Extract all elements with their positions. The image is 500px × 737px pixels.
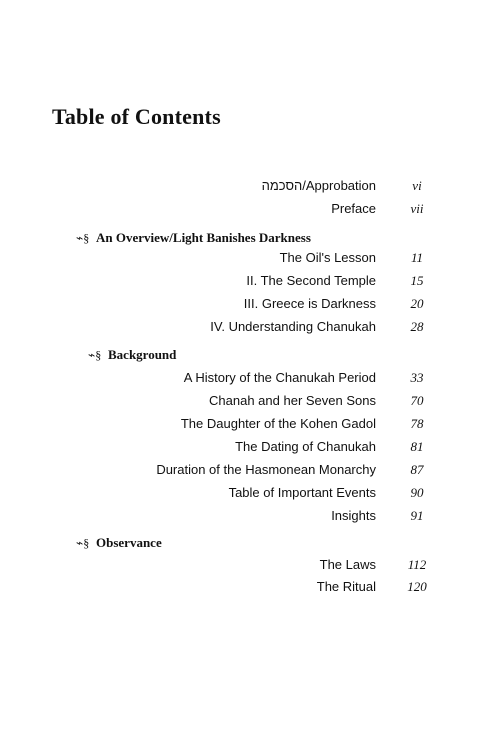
toc-entry[interactable] (0, 271, 500, 291)
page-number: 90 (410, 485, 424, 500)
toc-entry[interactable] (0, 577, 500, 597)
toc-entry[interactable] (0, 555, 500, 575)
toc-entry[interactable] (0, 506, 500, 526)
page-number: 33 (410, 370, 424, 385)
toc-entry[interactable] (0, 460, 500, 480)
entry-label: The Daughter of the Kohen Gadol (180, 416, 376, 431)
toc-entry[interactable] (0, 483, 500, 503)
page-title: Table of Contents (52, 104, 221, 129)
page-number: 120 (407, 579, 427, 594)
page-number: 28 (410, 319, 424, 334)
section-heading-background[interactable] (88, 345, 176, 365)
entry-label: Preface (331, 201, 376, 216)
hebrew-text: הסכמה (261, 178, 303, 193)
page-number: 11 (410, 250, 424, 265)
entry-label: IV. Understanding Chanukah (210, 319, 376, 334)
page-number: 20 (410, 296, 424, 311)
page-number: 87 (410, 462, 424, 477)
toc-entry[interactable] (0, 437, 500, 457)
entry-label (262, 176, 376, 196)
entry-label: The Dating of Chanukah (235, 439, 376, 454)
section-heading-overview[interactable] (76, 228, 311, 248)
entry-label: Insights (331, 508, 376, 523)
page-number: 15 (410, 273, 424, 288)
toc-entry-approbation[interactable] (0, 176, 500, 196)
toc-entry[interactable] (0, 391, 500, 411)
page-number: 78 (410, 416, 424, 431)
toc-entry[interactable] (0, 368, 500, 388)
page-number: vii (410, 201, 424, 216)
section-heading-text: Background (108, 347, 177, 362)
section-ornament-icon: ⌁§ (76, 231, 90, 245)
entry-label: III. Greece is Darkness (243, 296, 376, 311)
entry-label: Table of Important Events (228, 485, 376, 500)
page-number: 112 (407, 557, 427, 572)
entry-label: The Laws (319, 557, 376, 572)
toc-entry[interactable] (0, 414, 500, 434)
toc-entry[interactable] (0, 248, 500, 268)
section-heading-text: Observance (96, 535, 162, 550)
entry-label: Duration of the Hasmonean Monarchy (156, 462, 376, 477)
entry-label: A History of the Chanukah Period (183, 370, 376, 385)
entry-label: The Ritual (316, 579, 376, 594)
entry-label: Chanah and her Seven Sons (209, 393, 376, 408)
section-heading-observance[interactable] (76, 533, 162, 553)
page-number: 91 (410, 508, 424, 523)
toc-entry-preface[interactable] (0, 199, 500, 219)
toc-entry[interactable] (0, 294, 500, 314)
toc-entry[interactable] (0, 317, 500, 337)
entry-label: The Oil's Lesson (279, 250, 376, 265)
section-ornament-icon: ⌁§ (76, 536, 90, 550)
section-ornament-icon: ⌁§ (88, 348, 102, 362)
page-number: vi (412, 178, 422, 193)
entry-label: II. The Second Temple (246, 273, 376, 288)
entry-label-text: /Approbation (302, 178, 376, 193)
section-heading-text: An Overview/Light Banishes Darkness (96, 230, 311, 245)
page-number: 70 (410, 393, 424, 408)
page-number: 81 (410, 439, 424, 454)
